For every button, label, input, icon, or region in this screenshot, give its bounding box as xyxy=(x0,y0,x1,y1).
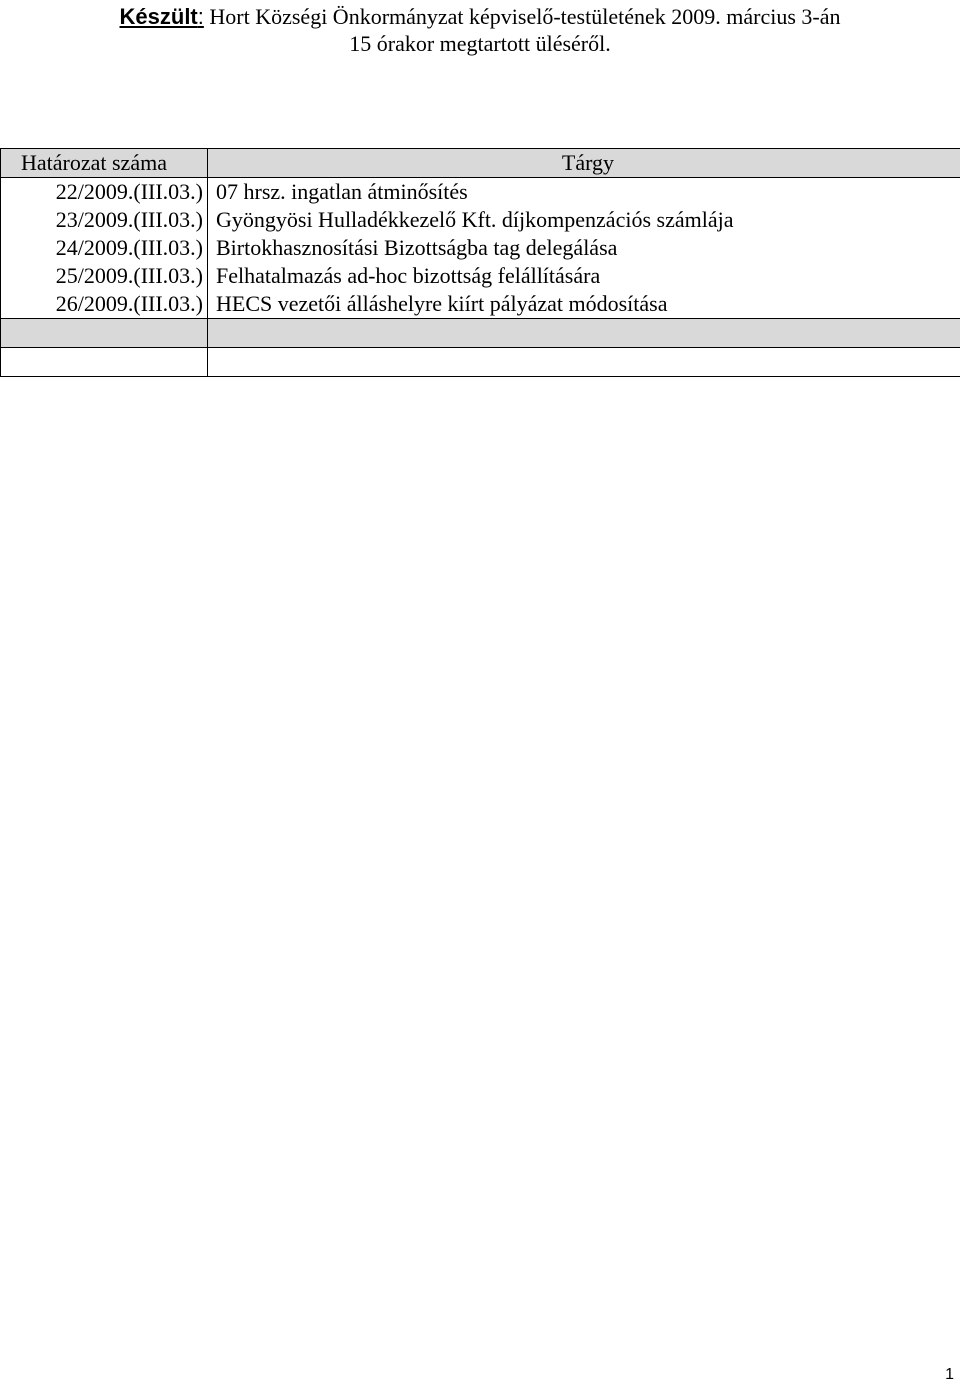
table-row xyxy=(1,206,960,234)
empty-row xyxy=(1,348,960,377)
resolution-number: 24/2009.(III.03.) xyxy=(1,234,208,262)
resolution-subject: Felhatalmazás ad-hoc bizottság felállítására xyxy=(208,262,960,290)
resolution-number: 26/2009.(III.03.) xyxy=(1,290,208,319)
header-line-1 xyxy=(0,3,960,30)
resolution-subject: Gyöngyösi Hulladékkezelő Kft. díjkompenzációs számlája xyxy=(208,206,960,234)
empty-cell xyxy=(208,319,960,348)
table-header-row xyxy=(1,149,960,178)
empty-cell xyxy=(1,348,208,377)
column-header-subject: Tárgy xyxy=(208,149,960,178)
header-title-line-1: Hort Községi Önkormányzat képviselő-testületének 2009. március 3-án xyxy=(203,4,841,29)
resolution-subject: HECS vezetői álláshelyre kiírt pályázat módosítása xyxy=(208,290,960,319)
table-row xyxy=(1,262,960,290)
resolution-subject: 07 hrsz. ingatlan átminősítés xyxy=(208,178,960,207)
document-header xyxy=(0,3,960,57)
empty-shaded-row xyxy=(1,319,960,348)
resolution-number: 23/2009.(III.03.) xyxy=(1,206,208,234)
resolution-number: 22/2009.(III.03.) xyxy=(1,178,208,207)
resolutions-table xyxy=(0,148,960,377)
empty-cell xyxy=(1,319,208,348)
resolution-subject: Birtokhasznosítási Bizottságba tag delegálása xyxy=(208,234,960,262)
table-row xyxy=(1,234,960,262)
table-row xyxy=(1,290,960,319)
column-header-number: Határozat száma xyxy=(1,149,208,178)
header-label: Készült xyxy=(119,4,198,29)
header-colon: : xyxy=(197,4,204,29)
resolution-number: 25/2009.(III.03.) xyxy=(1,262,208,290)
header-title-line-2: 15 órakor megtartott üléséről. xyxy=(349,31,611,56)
empty-cell xyxy=(208,348,960,377)
table-row xyxy=(1,178,960,207)
page-number: 1 xyxy=(945,1366,954,1383)
